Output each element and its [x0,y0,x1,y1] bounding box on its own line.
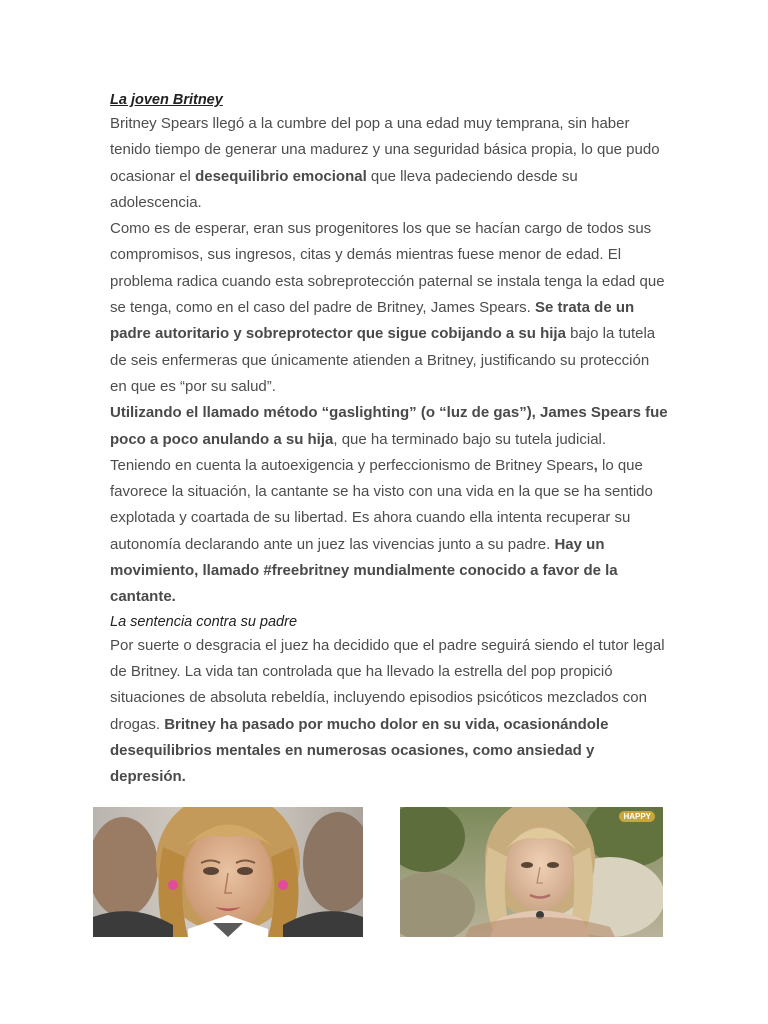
paragraph-4-bold-a: Britney ha pasado por mucho dolor en su vida, ocasionándole desequilibrios mentales en numerosas ocasiones, como ansiedad y depresión. [110,715,609,786]
paragraph-4-text-a: Por suerte o desgracia el juez ha decidido que el padre seguirá siendo el tutor legal de Britney. La vida tan controlada que ha llevado la estrella del pop propició situaciones de absoluta rebeldía, incluyendo episodios psicóticos mezclados con drogas. [110,636,665,733]
photo-young-britney [93,807,363,937]
paragraph-3-bold-a: Utilizando el llamado método “gaslighting” (o “luz de gas”), James Spears fue poco a poco anulando a su hija [110,404,668,448]
paragraph-3 [110,400,670,610]
paragraph-4 [110,633,670,791]
paragraph-1-text-a: Britney Spears llegó a la cumbre del pop a una edad muy temprana, sin haber tenido tiempo de generar una madurez y una seguridad básica propia, lo que pudo ocasionar el [110,115,660,185]
photo-young-britney-illustration [93,807,363,937]
paragraph-2-text-a: Como es de esperar, eran sus progenitores los que se hacían cargo de todos sus compromisos, sus ingresos, citas y demás mientras fuese menor de edad. El problema radica cuando esta sobreprotección paternal se instala tenga la edad que se tenga, como en el caso del padre de Britney, James Spears. [110,220,665,317]
watermark-label: HAPPY [619,811,655,822]
paragraph-1-text-b: que lleva padeciendo desde su adolescencia. [110,167,578,211]
photo-britney-outdoors [400,807,663,937]
paragraph-1-bold-a: desequilibrio emocional [195,167,367,185]
paragraph-2-text-b: bajo la tutela de seis enfermeras que únicamente atienden a Britney, justificando su protección en que es “por su salud”. [110,325,656,395]
photo-row [0,807,768,938]
paragraph-3-text-a: , que ha terminado bajo su tutela judicial. Teniendo en cuenta la autoexigencia y perfeccionismo de Britney Spears [110,430,607,474]
paragraph-1 [110,111,670,216]
article-body [110,89,670,790]
paragraph-2-bold-a: Se trata de un padre autoritario y sobreprotector que sigue cobijando a su hija [110,299,635,343]
section-heading-la-joven-britney: La joven Britney [110,92,223,108]
paragraph-2 [110,216,670,400]
paragraph-3-bold-c: Hay un movimiento, llamado #freebritney mundialmente conocido a favor de la cantante. [110,535,618,606]
paragraph-3-text-b: lo que favorece la situación, la cantante se ha visto con una vida en la que se ha sentido explotada y coartada de su libertad. Es ahora cuando ella intenta recuperar su autonomía declarando ante un juez las vivencias junto a su padre. [110,456,653,553]
paragraph-3-bold-b: , [593,456,598,474]
photo-britney-outdoors-illustration [400,807,663,937]
section-heading-la-sentencia: La sentencia contra su padre [110,613,298,630]
